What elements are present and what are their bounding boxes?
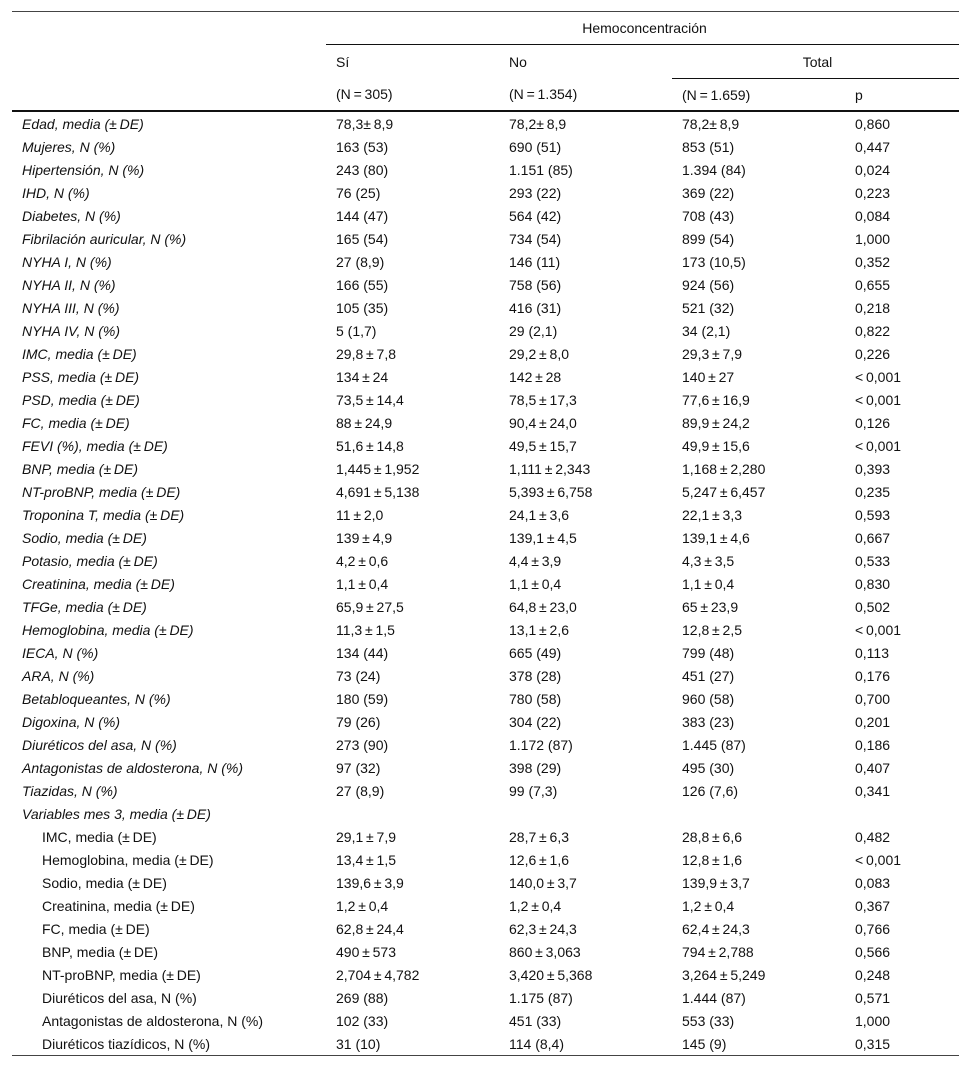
cell-no: 114 (8,4)	[499, 1032, 672, 1056]
cell-no: 64,8 ± 23,0	[509, 598, 577, 615]
table-row	[12, 618, 959, 641]
cell-p: 0,447	[855, 138, 891, 155]
cell-si: 139 ± 4,9	[336, 529, 393, 546]
table-row	[12, 227, 959, 250]
header-si: Sí	[336, 53, 350, 70]
table-row	[12, 365, 959, 388]
cell-p: < 0,001	[855, 391, 902, 408]
row-label: PSS, media (± DE)	[22, 368, 140, 385]
row-label: Hipertensión, N (%)	[22, 161, 145, 178]
cell-si: 5 (1,7)	[336, 322, 377, 339]
cell-si: 73,5 ± 14,4	[336, 391, 404, 408]
cell-si: 1,2 ± 0,4	[336, 897, 389, 914]
row-label: Creatinina, media (± DE)	[22, 575, 175, 592]
cell-p: 0,822	[855, 322, 891, 339]
cell-p: 0,766	[855, 920, 891, 937]
cell-si: 27 (8,9)	[336, 253, 385, 270]
cell-si: 269 (88)	[336, 989, 389, 1006]
row-label: NYHA III, N (%)	[22, 299, 120, 316]
cell-si: 76 (25)	[336, 184, 381, 201]
row-label: Tiazidas, N (%)	[22, 782, 118, 799]
cell-total: 62,4 ± 24,3	[682, 920, 750, 937]
table-row	[12, 111, 959, 135]
row-label: FC, media (± DE)	[42, 920, 150, 937]
cell-no: 146 (11)	[509, 253, 561, 270]
cell-total: 799 (48)	[682, 644, 735, 661]
row-label: Diuréticos del asa, N (%)	[42, 989, 197, 1006]
cell-p: 0,226	[855, 345, 891, 362]
cell-no: 451 (33)	[509, 1012, 562, 1029]
empty-cell	[672, 802, 845, 825]
cell-total: 451 (27)	[682, 667, 735, 684]
cell-no: 49,5 ± 15,7	[509, 437, 577, 454]
cell-si: 11 ± 2,0	[336, 506, 384, 523]
cell-si: 73 (24)	[336, 667, 381, 684]
table-row	[12, 779, 959, 802]
row-label: NT-proBNP, media (± DE)	[42, 966, 201, 983]
cell-no: 13,1 ± 2,6	[509, 621, 569, 638]
cell-p: 0,571	[855, 989, 891, 1006]
cell-si: 88 ± 24,9	[336, 414, 393, 431]
row-label: NT-proBNP, media (± DE)	[22, 483, 181, 500]
cell-si: 166 (55)	[336, 276, 389, 293]
row-label: IMC, media (± DE)	[42, 828, 157, 845]
cell-p: 1,000	[855, 230, 891, 247]
header-empty-cell	[12, 12, 326, 45]
row-label: Antagonistas de aldosterona, N (%)	[42, 1012, 264, 1029]
cell-p: 0,083	[855, 874, 891, 891]
cell-p: 0,352	[855, 253, 891, 270]
cell-total: 65 ± 23,9	[682, 598, 739, 615]
row-label: BNP, media (± DE)	[42, 943, 159, 960]
cell-no: 378 (28)	[509, 667, 562, 684]
cell-p: 0,407	[855, 759, 891, 776]
table-row	[12, 204, 959, 227]
cell-no: 29 (2,1)	[509, 322, 558, 339]
cell-total: 369 (22)	[682, 184, 735, 201]
cell-si: 134 ± 24	[336, 368, 389, 385]
cell-p: 0,024	[855, 161, 891, 178]
table-row	[12, 756, 959, 779]
row-label: Hemoglobina, media (± DE)	[42, 851, 214, 868]
cell-p: 0,667	[855, 529, 891, 546]
cell-no: 564 (42)	[509, 207, 562, 224]
cell-p: 0,176	[855, 667, 891, 684]
cell-total: 1.444 (87)	[682, 989, 746, 1006]
cell-p: 0,201	[855, 713, 891, 730]
empty-cell	[499, 802, 672, 825]
cell-no: 78,5 ± 17,3	[509, 391, 577, 408]
cell-total: 29,3 ± 7,9	[682, 345, 742, 362]
cell-si: 134 (44)	[336, 644, 389, 661]
header-hemoconcentracion: Hemoconcentración	[326, 12, 959, 45]
cell-p: 0,218	[855, 299, 891, 316]
row-label: IHD, N (%)	[22, 184, 90, 201]
cell-p: < 0,001	[855, 368, 902, 385]
cell-si: 490 ± 573	[336, 943, 397, 960]
cell-no: 12,6 ± 1,6	[509, 851, 569, 868]
cell-no: 690 (51)	[509, 138, 562, 155]
row-label: Betabloqueantes, N (%)	[22, 690, 171, 707]
cell-p: 0,393	[855, 460, 891, 477]
row-label: Troponina T, media (± DE)	[22, 506, 185, 523]
row-label: Potasio, media (± DE)	[22, 552, 158, 569]
cell-no: 398 (29)	[509, 759, 562, 776]
cell-no: 142 ± 28	[509, 368, 562, 385]
header-row-n	[12, 79, 959, 112]
header-row-group	[12, 12, 959, 45]
row-label: Edad, media (± DE)	[22, 115, 144, 132]
cell-p: 0,482	[855, 828, 891, 845]
cell-p: 0,248	[855, 966, 891, 983]
cell-total: 553 (33)	[682, 1012, 735, 1029]
table-container	[12, 11, 959, 1056]
cell-total: 1.445 (87)	[682, 736, 746, 753]
table-row	[12, 871, 959, 894]
cell-total: 49,9 ± 15,6	[682, 437, 750, 454]
cell-no: 140,0 ± 3,7	[509, 874, 577, 891]
cell-p: 0,502	[855, 598, 891, 615]
cell-no: 1.151 (85)	[509, 161, 573, 178]
table-row	[12, 388, 959, 411]
table-header	[12, 12, 959, 112]
cell-no: 62,3 ± 24,3	[509, 920, 577, 937]
table-row	[12, 480, 959, 503]
cell-si: 13,4 ± 1,5	[336, 851, 396, 868]
cell-p: 1,000	[855, 1012, 891, 1029]
row-label: Sodio, media (± DE)	[42, 874, 167, 891]
cell-si: 29,1 ± 7,9	[336, 828, 396, 845]
cell-p: 0,593	[855, 506, 891, 523]
cell-si: 4,2 ± 0,6	[336, 552, 389, 569]
cell-no: 758 (56)	[509, 276, 562, 293]
cell-si: 78,3± 8,9	[336, 115, 394, 132]
cell-no: 78,2± 8,9	[509, 115, 567, 132]
table-row	[12, 434, 959, 457]
cell-no: 99 (7,3)	[509, 782, 558, 799]
table-row	[12, 595, 959, 618]
row-label: Diuréticos tiazídicos, N (%)	[12, 1032, 326, 1056]
cell-no: 90,4 ± 24,0	[509, 414, 577, 431]
row-label: FEVI (%), media (± DE)	[22, 437, 168, 454]
cell-p: 0,235	[855, 483, 891, 500]
table-row	[12, 503, 959, 526]
cell-total: 28,8 ± 6,6	[682, 828, 742, 845]
cell-total: 899 (54)	[682, 230, 735, 247]
cell-total: 126 (7,6)	[682, 782, 739, 799]
cell-si: 1,1 ± 0,4	[336, 575, 389, 592]
table-row	[12, 457, 959, 480]
cell-total: 1,1 ± 0,4	[682, 575, 735, 592]
row-label: Sodio, media (± DE)	[22, 529, 147, 546]
cell-p: 0,113	[855, 644, 889, 661]
row-label: TFGe, media (± DE)	[22, 598, 147, 615]
cell-total: 34 (2,1)	[682, 322, 731, 339]
cell-si: 97 (32)	[336, 759, 381, 776]
header-n-no: (N = 1.354)	[499, 79, 672, 112]
cell-no: 860 ± 3,063	[509, 943, 581, 960]
cell-total: 5,247 ± 6,457	[682, 483, 766, 500]
cell-p: 0,315	[845, 1032, 959, 1056]
row-label: Mujeres, N (%)	[22, 138, 116, 155]
cell-p: 0,367	[855, 897, 891, 914]
cell-total: 1,168 ± 2,280	[682, 460, 766, 477]
cell-total: 145 (9)	[672, 1032, 845, 1056]
table-row	[12, 135, 959, 158]
cell-total: 89,9 ± 24,2	[682, 414, 750, 431]
cell-p: 0,566	[855, 943, 891, 960]
table-row	[12, 687, 959, 710]
table-row	[12, 572, 959, 595]
cell-p: < 0,001	[855, 437, 902, 454]
cell-si: 62,8 ± 24,4	[336, 920, 404, 937]
cell-no: 780 (58)	[509, 690, 562, 707]
table-row	[12, 848, 959, 871]
table-row	[12, 710, 959, 733]
cell-total: 3,264 ± 5,249	[682, 966, 766, 983]
cell-no: 1,111 ± 2,343	[509, 460, 591, 477]
cell-total: 78,2± 8,9	[682, 115, 740, 132]
cell-no: 1,2 ± 0,4	[509, 897, 562, 914]
row-label: Creatinina, media (± DE)	[42, 897, 195, 914]
cell-p: 0,830	[855, 575, 891, 592]
cell-total: 794 ± 2,788	[682, 943, 754, 960]
row-label: ARA, N (%)	[22, 667, 95, 684]
cell-si: 4,691 ± 5,138	[336, 483, 420, 500]
cell-total: 960 (58)	[682, 690, 735, 707]
cell-si: 2,704 ± 4,782	[336, 966, 420, 983]
row-label: NYHA I, N (%)	[22, 253, 112, 270]
cell-si: 51,6 ± 14,8	[336, 437, 404, 454]
cell-si: 105 (35)	[336, 299, 389, 316]
cell-total: 521 (32)	[682, 299, 735, 316]
table-row	[12, 411, 959, 434]
cell-no: 139,1 ± 4,5	[509, 529, 577, 546]
row-label: Fibrilación auricular, N (%)	[22, 230, 187, 247]
cell-total: 1,2 ± 0,4	[682, 897, 735, 914]
header-empty-cell	[12, 79, 326, 112]
table-row	[12, 1032, 959, 1056]
cell-p: 0,223	[855, 184, 891, 201]
cell-p: < 0,001	[855, 621, 902, 638]
cell-no: 665 (49)	[509, 644, 562, 661]
table-row	[12, 250, 959, 273]
header-n-si: (N = 305)	[326, 79, 499, 112]
cell-si: 139,6 ± 3,9	[336, 874, 404, 891]
cell-si: 27 (8,9)	[336, 782, 385, 799]
cell-p: < 0,001	[855, 851, 902, 868]
cell-si: 243 (80)	[336, 161, 389, 178]
cell-si: 163 (53)	[336, 138, 389, 155]
header-n-total: (N = 1.659)	[672, 79, 845, 112]
cell-p: 0,341	[855, 782, 891, 799]
cell-total: 139,9 ± 3,7	[682, 874, 750, 891]
cell-total: 495 (30)	[682, 759, 735, 776]
header-row-columns	[12, 45, 959, 79]
cell-total: 4,3 ± 3,5	[682, 552, 735, 569]
cell-si: 1,445 ± 1,952	[336, 460, 420, 477]
cell-total: 173 (10,5)	[682, 253, 746, 270]
cell-no: 24,1 ± 3,6	[509, 506, 569, 523]
table-row	[12, 733, 959, 756]
row-label: Hemoglobina, media (± DE)	[22, 621, 194, 638]
cell-p: 0,655	[855, 276, 891, 293]
table-row	[12, 342, 959, 365]
cell-si: 273 (90)	[336, 736, 389, 753]
cell-no: 1,1 ± 0,4	[509, 575, 562, 592]
cell-p: 0,533	[855, 552, 891, 569]
header-p: p	[845, 79, 959, 112]
table-row	[12, 296, 959, 319]
cell-no: 5,393 ± 6,758	[509, 483, 593, 500]
cell-si: 11,3 ± 1,5	[336, 621, 395, 638]
cell-total: 77,6 ± 16,9	[682, 391, 750, 408]
row-label: NYHA IV, N (%)	[22, 322, 121, 339]
empty-cell	[326, 802, 499, 825]
cell-total: 139,1 ± 4,6	[682, 529, 750, 546]
table-row	[12, 825, 959, 848]
cell-no: 293 (22)	[509, 184, 562, 201]
row-label: Diabetes, N (%)	[22, 207, 121, 224]
cell-total: 708 (43)	[682, 207, 735, 224]
cell-no: 29,2 ± 8,0	[509, 345, 569, 362]
header-empty-cell	[12, 45, 326, 79]
cell-no: 1.172 (87)	[509, 736, 573, 753]
table-row	[12, 273, 959, 296]
table-row	[12, 664, 959, 687]
cell-si: 165 (54)	[336, 230, 389, 247]
cell-p: 0,860	[855, 115, 891, 132]
cell-no: 3,420 ± 5,368	[509, 966, 593, 983]
cell-total: 383 (23)	[682, 713, 735, 730]
cell-no: 1.175 (87)	[509, 989, 573, 1006]
row-label: FC, media (± DE)	[22, 414, 130, 431]
cell-no: 416 (31)	[509, 299, 562, 316]
row-label: Antagonistas de aldosterona, N (%)	[22, 759, 244, 776]
cell-total: 1.394 (84)	[682, 161, 746, 178]
cell-no: 4,4 ± 3,9	[509, 552, 562, 569]
table-row	[12, 963, 959, 986]
row-label: Digoxina, N (%)	[22, 713, 121, 730]
row-label: BNP, media (± DE)	[22, 460, 139, 477]
row-label: IMC, media (± DE)	[22, 345, 137, 362]
row-label: NYHA II, N (%)	[22, 276, 116, 293]
cell-p: 0,700	[855, 690, 891, 707]
cell-total: 12,8 ± 2,5	[682, 621, 742, 638]
cell-si: 29,8 ± 7,8	[336, 345, 396, 362]
table-row	[12, 526, 959, 549]
header-total: Total	[672, 45, 959, 79]
table-row	[12, 894, 959, 917]
table-row	[12, 1009, 959, 1032]
cell-p: 0,126	[855, 414, 891, 431]
cell-total: 140 ± 27	[682, 368, 735, 385]
section-row-month3	[12, 802, 959, 825]
table-row	[12, 917, 959, 940]
table-row	[12, 158, 959, 181]
cell-total: 12,8 ± 1,6	[682, 851, 742, 868]
table-row	[12, 641, 959, 664]
row-label: IECA, N (%)	[22, 644, 99, 661]
cell-no: 304 (22)	[509, 713, 562, 730]
cell-si: 65,9 ± 27,5	[336, 598, 404, 615]
empty-cell	[845, 802, 959, 825]
cell-si: 79 (26)	[336, 713, 381, 730]
hemoconcentration-table	[12, 11, 959, 1056]
cell-no: 734 (54)	[509, 230, 562, 247]
cell-total: 22,1 ± 3,3	[682, 506, 742, 523]
section-label: Variables mes 3, media (± DE)	[22, 805, 211, 822]
cell-si: 180 (59)	[336, 690, 389, 707]
table-body	[12, 111, 959, 1056]
cell-no: 28,7 ± 6,3	[509, 828, 569, 845]
row-label: PSD, media (± DE)	[22, 391, 140, 408]
cell-si: 102 (33)	[336, 1012, 389, 1029]
table-row	[12, 181, 959, 204]
header-no: No	[509, 53, 527, 70]
cell-total: 924 (56)	[682, 276, 735, 293]
table-row	[12, 549, 959, 572]
table-row	[12, 986, 959, 1009]
row-label: Diuréticos del asa, N (%)	[22, 736, 177, 753]
cell-p: 0,084	[855, 207, 891, 224]
table-row	[12, 319, 959, 342]
cell-p: 0,186	[855, 736, 891, 753]
table-row	[12, 940, 959, 963]
cell-si: 31 (10)	[326, 1032, 499, 1056]
cell-total: 853 (51)	[682, 138, 735, 155]
cell-si: 144 (47)	[336, 207, 389, 224]
